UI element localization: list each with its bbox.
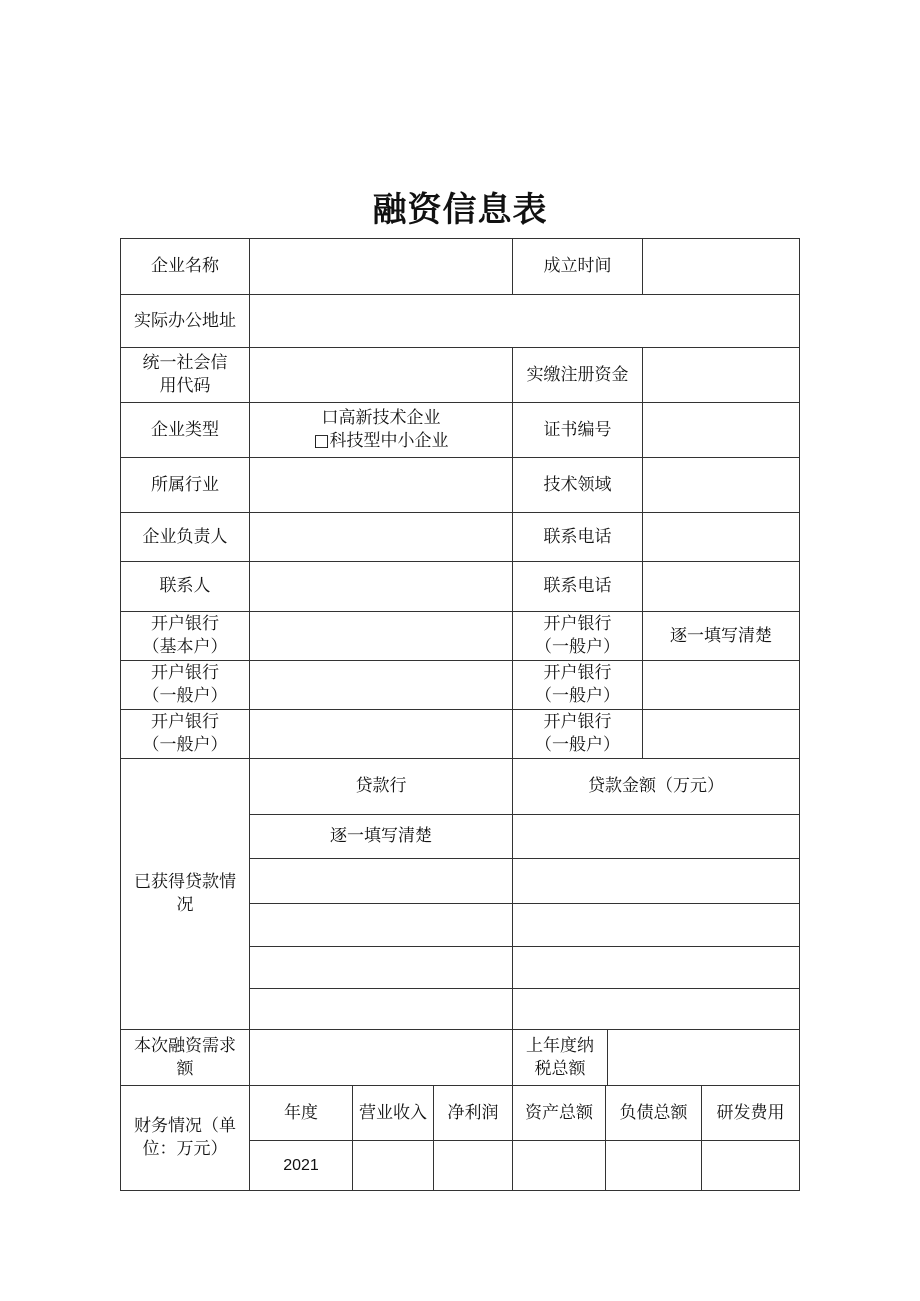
header-loan-amount: 贷款金额（万元） xyxy=(513,759,800,815)
label-tech-field: 技术领域 xyxy=(513,458,643,513)
label-founded-time: 成立时间 xyxy=(513,239,643,295)
loan-amount-4[interactable] xyxy=(513,947,800,989)
label-phone: 联系电话 xyxy=(513,513,643,562)
company-type-options[interactable]: 口高新技术企业 □科技型中小企业 xyxy=(250,403,513,458)
field-company-name[interactable] xyxy=(250,239,513,295)
field-bank-general-r1[interactable]: 逐一填写清楚 xyxy=(643,612,800,661)
label-bank-general-l2: 开户银行 （一般户） xyxy=(121,661,250,710)
header-total-assets: 资产总额 xyxy=(513,1086,606,1141)
field-total-liabilities-2021[interactable] xyxy=(606,1141,702,1191)
field-net-profit-2021[interactable] xyxy=(434,1141,513,1191)
loan-bank-5[interactable] xyxy=(250,989,513,1030)
year-2021: 2021 xyxy=(250,1141,353,1191)
label-paid-capital: 实缴注册资金 xyxy=(513,348,643,403)
loan-bank-1[interactable]: 逐一填写清楚 xyxy=(250,815,513,859)
header-year: 年度 xyxy=(250,1086,353,1141)
label-bank-general-r2: 开户银行 （一般户） xyxy=(513,661,643,710)
label-financing-demand: 本次融资需求 额 xyxy=(121,1030,250,1086)
field-legal-person[interactable] xyxy=(250,513,513,562)
label-legal-person: 企业负责人 xyxy=(121,513,250,562)
field-bank-general-l3[interactable] xyxy=(250,710,513,759)
field-tech-field[interactable] xyxy=(643,458,800,513)
label-financials: 财务情况（单 位：万元） xyxy=(121,1086,250,1191)
label-bank-general-r3: 开户银行 （一般户） xyxy=(513,710,643,759)
field-contact[interactable] xyxy=(250,562,513,612)
field-bank-basic[interactable] xyxy=(250,612,513,661)
header-revenue: 营业收入 xyxy=(353,1086,434,1141)
label-bank-general-r1: 开户银行 （一般户） xyxy=(513,612,643,661)
loan-bank-4[interactable] xyxy=(250,947,513,989)
label-credit-code: 统一社会信 用代码 xyxy=(121,348,250,403)
label-company-name: 企业名称 xyxy=(121,239,250,295)
field-bank-general-l2[interactable] xyxy=(250,661,513,710)
field-certificate-no[interactable] xyxy=(643,403,800,458)
label-certificate-no: 证书编号 xyxy=(513,403,643,458)
label-industry: 所属行业 xyxy=(121,458,250,513)
field-office-address[interactable] xyxy=(250,295,800,348)
field-total-assets-2021[interactable] xyxy=(513,1141,606,1191)
field-bank-general-r3[interactable] xyxy=(643,710,800,759)
financing-form-table xyxy=(120,238,800,1191)
loan-bank-2[interactable] xyxy=(250,859,513,904)
header-loan-bank: 贷款行 xyxy=(250,759,513,815)
field-credit-code[interactable] xyxy=(250,348,513,403)
page-title: 融资信息表 xyxy=(372,190,548,230)
label-contact: 联系人 xyxy=(121,562,250,612)
label-company-type: 企业类型 xyxy=(121,403,250,458)
label-bank-basic: 开户银行 （基本户） xyxy=(121,612,250,661)
field-last-year-tax[interactable] xyxy=(608,1030,800,1086)
field-founded-time[interactable] xyxy=(643,239,800,295)
loan-amount-5[interactable] xyxy=(513,989,800,1030)
header-total-liabilities: 负债总额 xyxy=(606,1086,702,1141)
field-phone[interactable] xyxy=(643,513,800,562)
label-office-address: 实际办公地址 xyxy=(121,295,250,348)
label-last-year-tax: 上年度纳 税总额 xyxy=(513,1030,608,1086)
loan-bank-3[interactable] xyxy=(250,904,513,947)
field-paid-capital[interactable] xyxy=(643,348,800,403)
field-bank-general-r2[interactable] xyxy=(643,661,800,710)
label-phone-2: 联系电话 xyxy=(513,562,643,612)
field-phone-2[interactable] xyxy=(643,562,800,612)
field-rd-cost-2021[interactable] xyxy=(702,1141,800,1191)
field-financing-demand[interactable] xyxy=(250,1030,513,1086)
field-revenue-2021[interactable] xyxy=(353,1141,434,1191)
header-net-profit: 净利润 xyxy=(434,1086,513,1141)
loan-amount-3[interactable] xyxy=(513,904,800,947)
loan-amount-2[interactable] xyxy=(513,859,800,904)
header-rd-cost: 研发费用 xyxy=(702,1086,800,1141)
label-loans-obtained: 已获得贷款情 况 xyxy=(121,759,250,1030)
field-industry[interactable] xyxy=(250,458,513,513)
loan-amount-1[interactable] xyxy=(513,815,800,859)
label-bank-general-l3: 开户银行 （一般户） xyxy=(121,710,250,759)
